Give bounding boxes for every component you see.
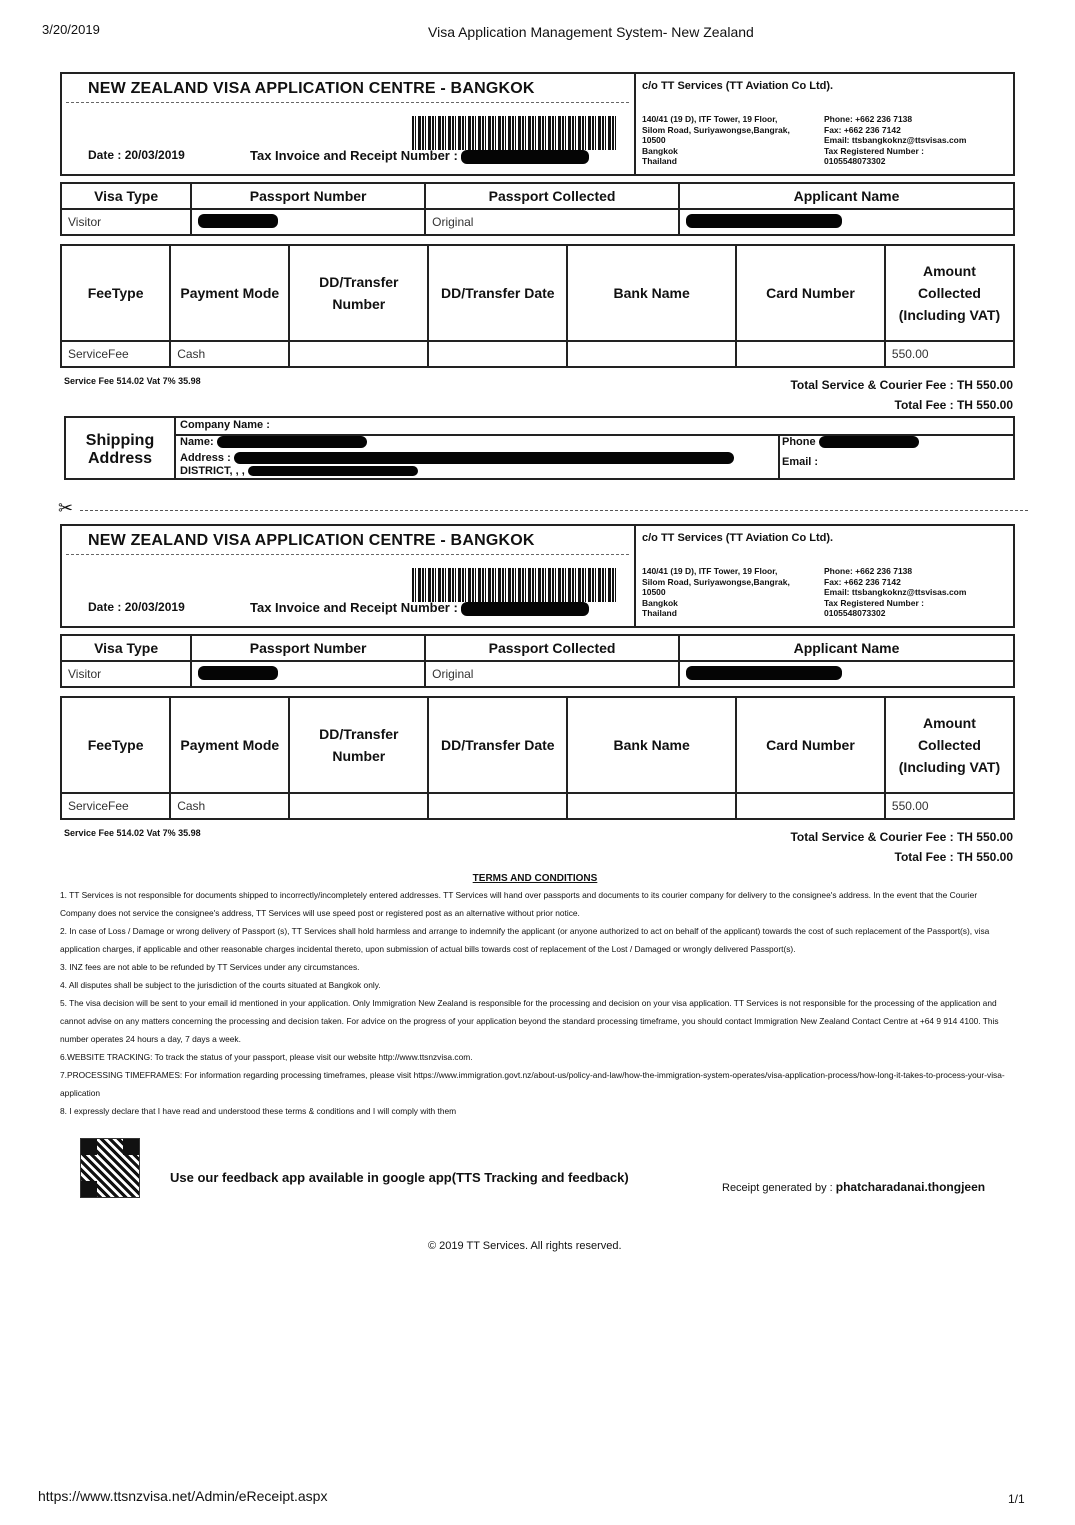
payment-mode-header: Payment Mode <box>170 697 289 793</box>
bank-name-header: Bank Name <box>567 245 736 341</box>
bank-name-value <box>567 341 736 367</box>
payment-mode-value: Cash <box>170 341 289 367</box>
amount-value: 550.00 <box>885 793 1014 819</box>
company-name: c/o TT Services (TT Aviation Co Ltd). <box>642 532 834 544</box>
shipping-details <box>174 416 1015 480</box>
transfer-date-header: DD/Transfer Date <box>428 245 567 341</box>
visa-info-table <box>60 182 1015 236</box>
barcode-image <box>412 116 618 150</box>
service-fee-breakdown: Service Fee 514.02 Vat 7% 35.98 <box>64 828 201 838</box>
company-address: 140/41 (19 D), ITF Tower, 19 Floor, Silom Road, Suriyawongse,Bangrak, 10500 Bangkok Thailand <box>642 566 790 618</box>
bank-name-value <box>567 793 736 819</box>
terms-title: TERMS AND CONDITIONS <box>472 873 598 884</box>
transfer-date-header: DD/Transfer Date <box>428 697 567 793</box>
passport-collected-value: Original <box>425 661 679 687</box>
receipt-date: Date : 20/03/2019 <box>88 600 185 614</box>
passport-collected-header: Passport Collected <box>425 183 679 209</box>
scissors-icon: ✂ <box>58 498 74 518</box>
fee-summary <box>60 820 1015 864</box>
fee-table <box>60 696 1015 820</box>
receipt-copy-1 <box>60 72 1015 484</box>
total-fee: Total Fee : TH 550.00 <box>894 398 1013 412</box>
passport-number-header: Passport Number <box>191 183 425 209</box>
company-name: c/o TT Services (TT Aviation Co Ltd). <box>642 80 834 92</box>
payment-mode-value: Cash <box>170 793 289 819</box>
company-address: 140/41 (19 D), ITF Tower, 19 Floor, Silom Road, Suriyawongse,Bangrak, 10500 Bangkok Thailand <box>642 114 790 166</box>
receipt-generated-by: Receipt generated by : phatcharadanai.thongjeen <box>722 1180 986 1194</box>
passport-number-value <box>191 661 425 687</box>
total-service-courier-fee: Total Service & Courier Fee : TH 550.00 <box>790 830 1013 844</box>
receipt-date: Date : 20/03/2019 <box>88 148 185 162</box>
passport-collected-value: Original <box>425 209 679 235</box>
company-name-label: Company Name : <box>180 419 270 431</box>
term-item: 5. The visa decision will be sent to your email id mentioned in your application. Only Immigration New Zealand is responsible for the processing and decision on your visa application. TT Services is not responsible for the processing of the application and cannot advise on any matters concerning the processing and decision taken. For advice on the progress of your application beyond the standard processing timeframe, you should contact Immigration New Zealand Contact Centre at +64 9 914 4100. This number operates 24 hours a day, 7 days a week. <box>60 998 999 1044</box>
dotted-divider <box>66 554 629 555</box>
applicant-name-value <box>679 661 1014 687</box>
centre-name: NEW ZEALAND VISA APPLICATION CENTRE - BANGKOK <box>88 80 535 97</box>
company-contact: Phone: +662 236 7138 Fax: +662 236 7142 Email: ttsbangkoknz@ttsvisas.com Tax Registered Number : 0105548073302 <box>824 114 967 166</box>
total-fee: Total Fee : TH 550.00 <box>894 850 1013 864</box>
applicant-name-value <box>679 209 1014 235</box>
payment-mode-header: Payment Mode <box>170 245 289 341</box>
transfer-number-value <box>289 341 428 367</box>
redaction-mark <box>461 150 589 164</box>
visa-type-header: Visa Type <box>61 183 191 209</box>
transfer-date-value <box>428 341 567 367</box>
bank-name-header: Bank Name <box>567 697 736 793</box>
transfer-number-header: DD/Transfer Number <box>289 697 428 793</box>
terms-and-conditions <box>60 872 1010 1120</box>
tax-invoice-number: Tax Invoice and Receipt Number : <box>250 600 589 616</box>
card-number-value <box>736 341 885 367</box>
term-item: 8. I expressly declare that I have read and understood these terms & conditions and I will comply with them <box>60 1106 457 1116</box>
shipping-phone: Phone <box>782 436 919 448</box>
company-contact: Phone: +662 236 7138 Fax: +662 236 7142 Email: ttsbangkoknz@ttsvisas.com Tax Registered Number : 0105548073302 <box>824 566 967 618</box>
passport-number-value <box>191 209 425 235</box>
dotted-divider <box>66 102 629 103</box>
centre-name: NEW ZEALAND VISA APPLICATION CENTRE - BANGKOK <box>88 532 535 549</box>
page-title: Visa Application Management System- New Zealand <box>428 24 754 40</box>
term-item: 2. In case of Loss / Damage or wrong delivery of Passport (s), TT Services shall hold harmless and arrange to indemnify the applicant (or anyone authorized to act on behalf of the applicant) towards the cost of such replacement of the Passport(s), visa application charges, if applicable and other reasonable charges incidental thereto, upon submission of actual bills towards cost of replacement of the Lost / Damaged or wrongly delivered Passport(s). <box>60 926 990 954</box>
redaction-mark <box>461 602 589 616</box>
applicant-name-header: Applicant Name <box>679 183 1014 209</box>
receipt-header-box <box>60 72 1015 176</box>
term-item: 1. TT Services is not responsible for documents shipped to incorrectly/incompletely entered addresses. TT Services will hand over passports and documents to its courier company for delivery to the consignee's address. In the event that the Courier Company does not service the consignee's address, TT Services will use speed post or registered post as an alternative without prior notice. <box>60 890 978 918</box>
page-number: 1/1 <box>1008 1492 1025 1506</box>
receipt-copy-2 <box>60 524 1015 864</box>
footer-url: https://www.ttsnzvisa.net/Admin/eReceipt.aspx <box>38 1488 328 1504</box>
applicant-name-header: Applicant Name <box>679 635 1014 661</box>
shipping-email: Email : <box>782 456 819 468</box>
amount-collected-header: Amount Collected (Including VAT) <box>885 697 1014 793</box>
fee-type-header: FeeType <box>61 245 170 341</box>
visa-type-value: Visitor <box>61 661 191 687</box>
cut-line <box>58 498 1028 518</box>
visa-type-value: Visitor <box>61 209 191 235</box>
barcode-image <box>412 568 618 602</box>
amount-collected-header: Amount Collected (Including VAT) <box>885 245 1014 341</box>
receipt-header-box <box>60 524 1015 628</box>
shipping-address-box <box>60 416 1015 484</box>
fee-type-header: FeeType <box>61 697 170 793</box>
shipping-name: Name: <box>180 436 367 448</box>
term-item: 3. INZ fees are not able to be refunded by TT Services under any circumstances. <box>60 962 360 972</box>
term-item: 7.PROCESSING TIMEFRAMES: For information regarding processing timeframes, please visit https://www.immigration.govt.nz/about-us/policy-and-law/how-the-immigration-system-operates/visa-application-process/how-long-it-takes-to-process-your-visa-application <box>60 1070 1005 1098</box>
qr-code-icon <box>80 1138 140 1198</box>
shipping-address-label: Shipping Address <box>64 416 176 480</box>
card-number-header: Card Number <box>736 697 885 793</box>
term-item: 6.WEBSITE TRACKING: To track the status of your passport, please visit our website http://www.ttsnzvisa.com. <box>60 1052 473 1062</box>
fee-type-value: ServiceFee <box>61 793 170 819</box>
card-number-header: Card Number <box>736 245 885 341</box>
term-item: 4. All disputes shall be subject to the jurisdiction of the courts situated at Bangkok only. <box>60 980 381 990</box>
shipping-district: DISTRICT, , , <box>180 465 418 477</box>
company-address-box <box>634 74 1013 174</box>
passport-number-header: Passport Number <box>191 635 425 661</box>
passport-collected-header: Passport Collected <box>425 635 679 661</box>
visa-type-header: Visa Type <box>61 635 191 661</box>
amount-value: 550.00 <box>885 341 1014 367</box>
fee-table <box>60 244 1015 368</box>
fee-summary <box>60 368 1015 412</box>
feedback-app-text: Use our feedback app available in google app(TTS Tracking and feedback) <box>170 1170 629 1185</box>
visa-info-table <box>60 634 1015 688</box>
transfer-number-value <box>289 793 428 819</box>
tax-invoice-number: Tax Invoice and Receipt Number : <box>250 148 589 164</box>
company-address-box <box>634 526 1013 626</box>
total-service-courier-fee: Total Service & Courier Fee : TH 550.00 <box>790 378 1013 392</box>
print-date: 3/20/2019 <box>42 22 100 37</box>
fee-type-value: ServiceFee <box>61 341 170 367</box>
transfer-date-value <box>428 793 567 819</box>
card-number-value <box>736 793 885 819</box>
copyright: © 2019 TT Services. All rights reserved. <box>428 1240 622 1252</box>
transfer-number-header: DD/Transfer Number <box>289 245 428 341</box>
service-fee-breakdown: Service Fee 514.02 Vat 7% 35.98 <box>64 376 201 386</box>
shipping-address-line: Address : <box>180 452 734 464</box>
